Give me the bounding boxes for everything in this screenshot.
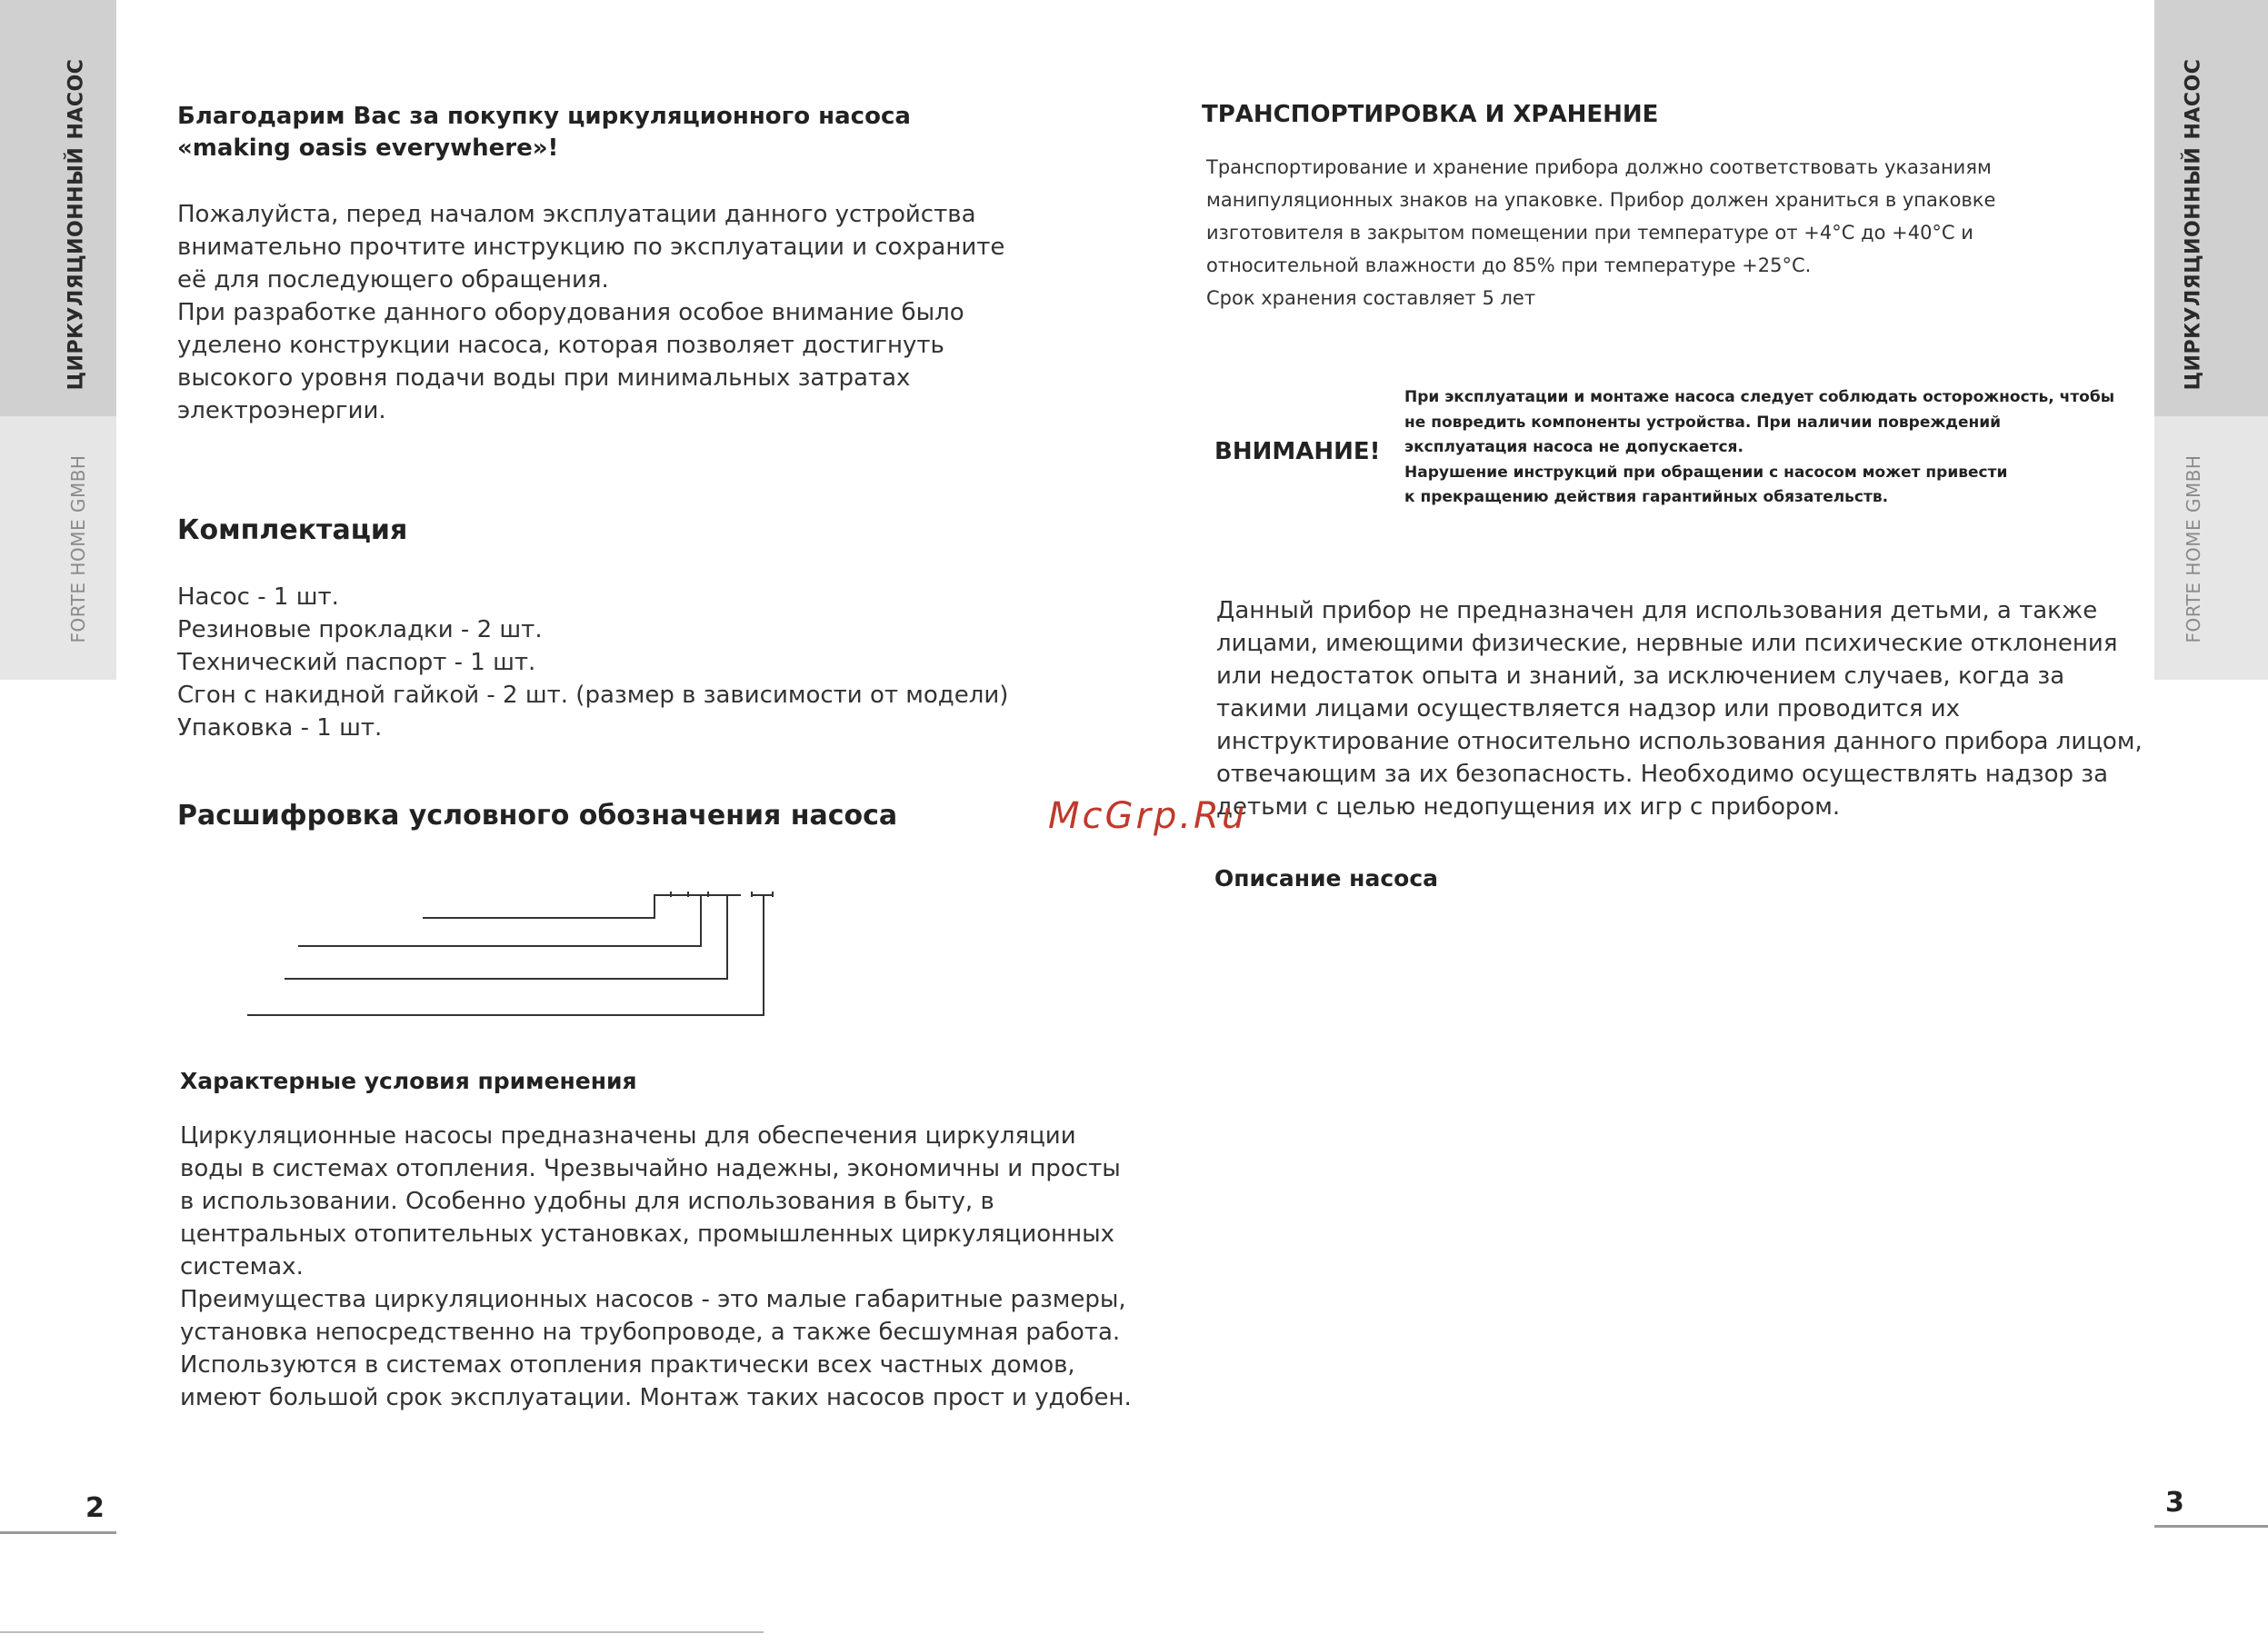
- right-side-title: ЦИРКУЛЯЦИОННЫЙ НАСОС: [2182, 58, 2205, 391]
- right-side-tab-brand: [2154, 416, 2268, 680]
- left-page-number: 2: [85, 1492, 105, 1524]
- transport-paragraph: Транспортирование и хранение прибора должно соответствовать указаниям манипуляционных знаков на упаковке. Прибор должен храниться в упаковке изготовителя в закрытом помещении при температуре от +4°С до +40°С и относительной влажности до 85% при температуре +25°С. Срок хранения составляет 5 лет: [1206, 156, 1996, 309]
- list-item: Технический паспорт - 1 шт.: [177, 649, 536, 676]
- list-item: Сгон с накидной гайкой - 2 шт. (размер в зависимости от модели): [177, 682, 1009, 709]
- kit-heading: Комплектация: [177, 514, 408, 546]
- left-side-tab-brand: [0, 416, 116, 680]
- right-side-tab-title: [2154, 0, 2268, 416]
- right-page-number: 3: [2165, 1487, 2184, 1519]
- diagram-line-1: [423, 895, 659, 918]
- conditions-paragraph: Циркуляционные насосы предназначены для обеспечения циркуляции воды в системах отопления. Чрезвычайно надежны, экономичны и просты в использовании. Особенно удобны для использования в быту, в центральных отопительных установках, промышленных циркуляционных системах. Преимущества циркуляционных насосов - это малые габаритные размеры, установка непосредственно на трубопроводе, а также бесшумная работа. Используются в системах отопления практически всех частных домов, имеют большой срок эксплуатации. Монтаж таких насосов прост и удобен.: [180, 1122, 1132, 1411]
- right-page-rule: [2154, 1525, 2268, 1528]
- bottom-rule: [0, 1631, 764, 1633]
- designation-heading: Расшифровка условного обозначения насоса: [177, 800, 898, 832]
- conditions-heading: Характерные условия применения: [180, 1068, 637, 1094]
- diagram-line-2: [298, 895, 701, 946]
- list-item: Резиновые прокладки - 2 шт.: [177, 616, 543, 643]
- right-side-brand: FORTE HOME GMBH: [2183, 454, 2204, 643]
- left-side-tab-title: [0, 0, 116, 416]
- list-item: Упаковка - 1 шт.: [177, 714, 383, 742]
- warning-text: При эксплуатации и монтаже насоса следует соблюдать осторожность, чтобы не повредить компоненты устройства. При наличии повреждений эксплуатация насоса не допускается. Нарушение инструкций при обращении с насосом может привести к прекращению действия гарантийных обязательств.: [1404, 388, 2115, 506]
- watermark-text: McGrp.Ru: [1048, 795, 1248, 837]
- left-page-rule: [0, 1531, 116, 1534]
- diagram-line-3: [285, 895, 727, 979]
- transport-heading: ТРАНСПОРТИРОВКА И ХРАНЕНИЕ: [1202, 101, 1659, 128]
- designation-diagram: [236, 886, 782, 1022]
- description-heading: Описание насоса: [1214, 865, 1439, 892]
- intro-paragraph: Пожалуйста, перед началом эксплуатации данного устройства внимательно прочтите инструкцию по эксплуатации и сохраните её для последующего обращения. При разработке данного оборудования особое внимание было уделено конструкции насоса, которая позволяет достигнуть высокого уровня подачи воды при минимальных затратах электроэнергии.: [177, 201, 1005, 424]
- intro-title: Благодарим Вас за покупку циркуляционного насоса «making oasis everywhere»!: [177, 103, 911, 162]
- kit-list: [177, 581, 1008, 744]
- left-side-title: ЦИРКУЛЯЦИОННЫЙ НАСОС: [65, 58, 88, 391]
- left-side-brand: FORTE HOME GMBH: [67, 454, 89, 643]
- diagram-tick-group: [654, 892, 773, 897]
- warning-label: ВНИМАНИЕ!: [1214, 438, 1381, 465]
- diagram-line-4: [247, 895, 764, 1015]
- children-paragraph: Данный прибор не предназначен для использования детьми, а также лицами, имеющими физические, нервные или психические отклонения или недостаток опыта и знаний, за исключением случаев, когда за такими лицами осуществляется надзор или проводится их инструктирование относительно использования данного прибора лицом, отвечающим за их безопасность. Необходимо осуществлять надзор за детьми с целью недопущения их игр с прибором.: [1216, 597, 2143, 821]
- list-item: Насос - 1 шт.: [177, 583, 339, 611]
